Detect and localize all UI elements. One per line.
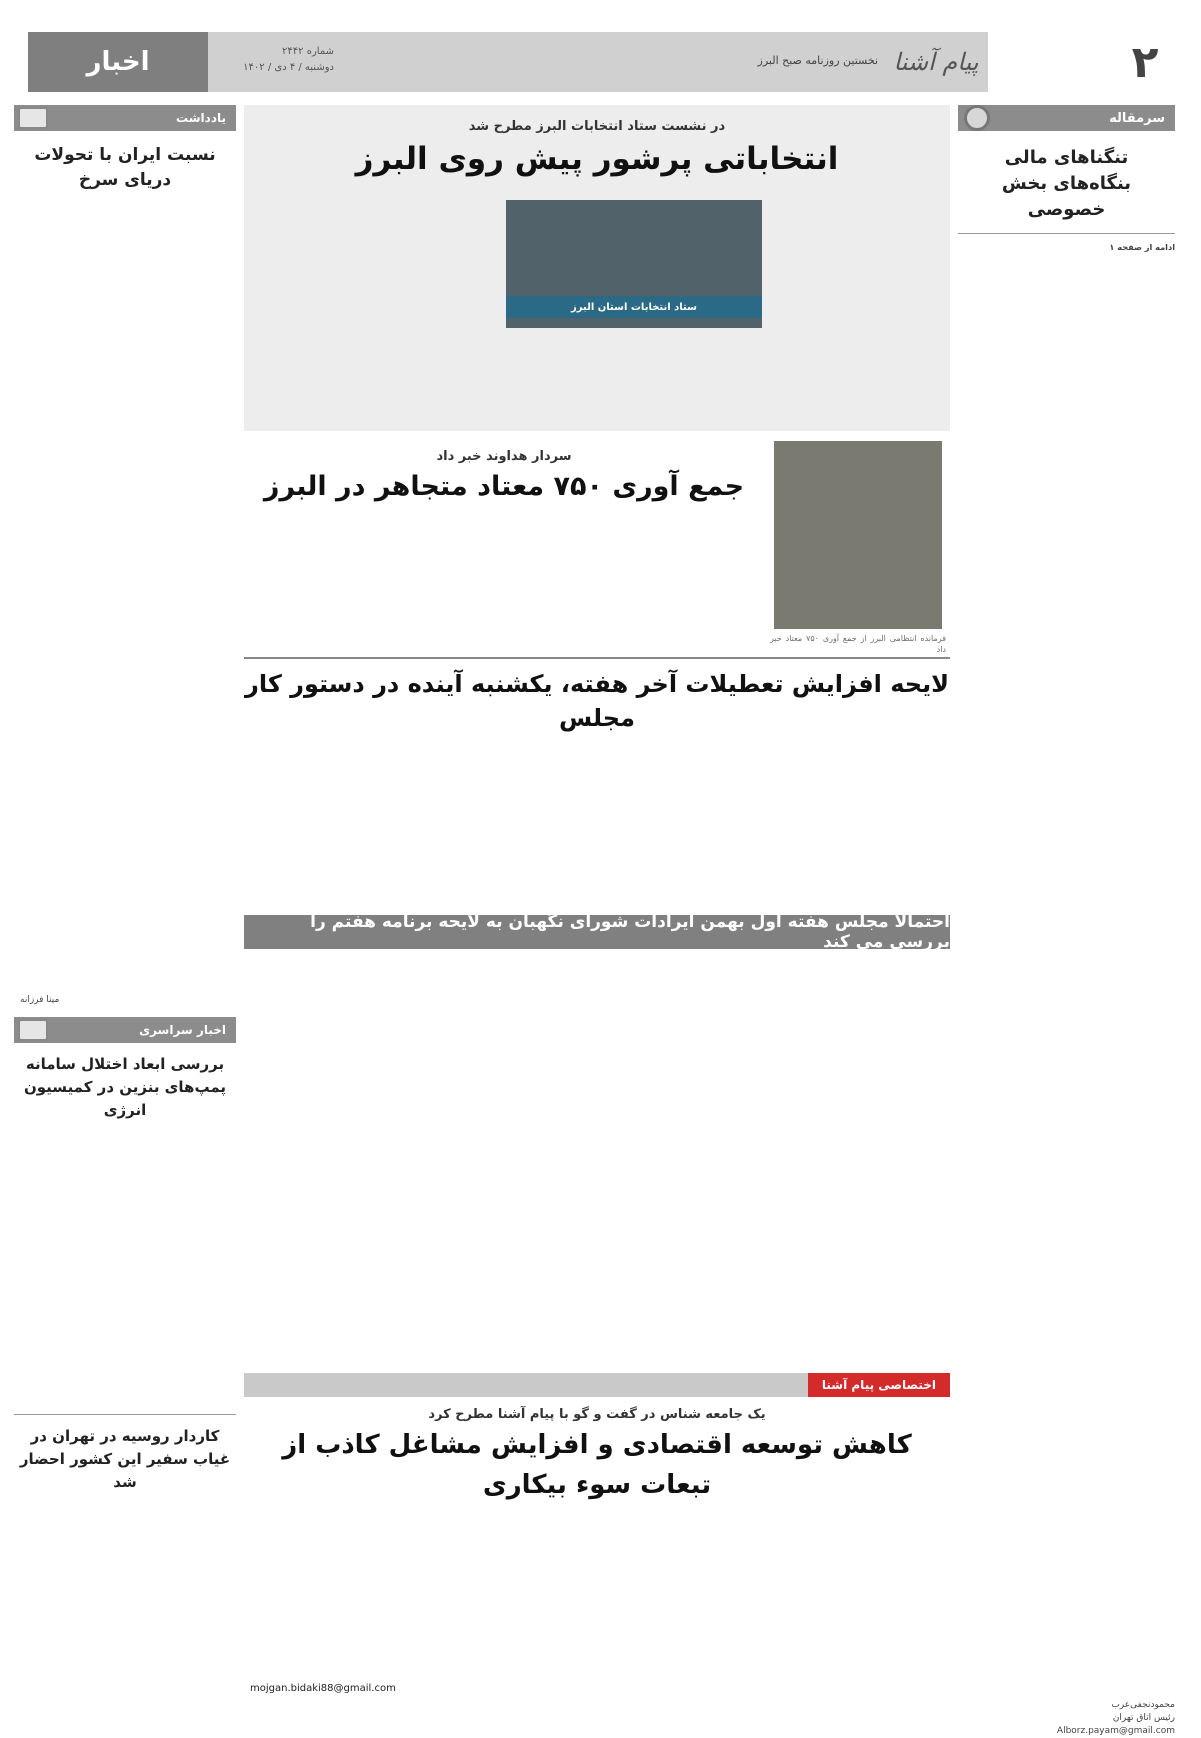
story2-photo <box>774 441 942 629</box>
story2-headline: جمع آوری ۷۵۰ معتاد متجاهر در البرز <box>263 471 745 502</box>
left-column <box>14 105 236 1700</box>
section-title: اخبار <box>28 32 208 92</box>
note-body <box>14 201 236 991</box>
editorial-lead: ادامه از صفحه ۱ <box>1109 242 1175 252</box>
exclusive-band <box>244 1373 950 1397</box>
story2-kicker: سردار هداوند خبر داد <box>436 449 572 464</box>
story5-body <box>248 1477 946 1677</box>
story4-body <box>248 957 946 1367</box>
story2-body <box>250 513 762 645</box>
story1-box <box>244 105 950 431</box>
story4-headline: احتمالا مجلس هفته اول بهمن ایرادات شورای نگهبان به لایحه برنامه هفتم را بررسی می کند <box>244 915 950 949</box>
story1-col2 <box>506 335 762 425</box>
editorial-title: تنگناهای مالی بنگاه‌های بخش خصوصی <box>958 131 1175 234</box>
story1-photo-banner: ستاد انتخابات استان البرز <box>506 296 762 318</box>
masthead <box>28 32 1175 92</box>
brief-item2-body <box>14 1500 236 1710</box>
note-label: یادداشت <box>176 111 226 125</box>
exclusive-tag: اختصاصی پیام آشنا <box>808 1373 950 1397</box>
story5-email[interactable]: mojgan.bidaki88@gmail.com <box>250 1683 396 1694</box>
tagline: نخستین روزنامه صبح البرز <box>757 54 878 67</box>
editorial-body <box>958 261 1175 1691</box>
author-name: محمودنجفی‌عرب <box>1111 1700 1175 1710</box>
issue-number: شماره ۲۴۴۲ <box>282 46 334 57</box>
notepad-icon <box>18 107 48 129</box>
brief-item1-body <box>14 1128 236 1408</box>
note-author: مینا فرزانه <box>20 995 60 1005</box>
note-tab <box>14 105 236 131</box>
issue-info <box>214 44 334 76</box>
editorial-label: سرمقاله <box>1109 110 1165 126</box>
newspaper-logo: پیام آشنا <box>893 48 979 76</box>
story2 <box>244 441 950 654</box>
story1-headline: انتخاباتی پرشور پیش روی البرز <box>355 141 839 177</box>
author-role: رئیس اتاق تهران <box>1112 1713 1175 1723</box>
brief-item2-title: کاردار روسیه در تهران در غیاب سفیر این کشور احضار شد <box>19 1427 231 1491</box>
story3-body <box>248 743 946 939</box>
story2-photo-caption: فرمانده انتظامی البرز از جمع آوری ۷۵۰ معتاد خبر داد <box>770 634 946 654</box>
notepad-icon <box>18 1019 48 1041</box>
editorial-column <box>958 105 1175 1736</box>
eye-icon <box>964 105 990 131</box>
page-number: ۲ <box>1131 36 1159 88</box>
issue-date: دوشنبه / ۴ دی / ۱۴۰۲ <box>243 62 334 73</box>
divider <box>244 657 950 659</box>
editorial-tab <box>958 105 1175 131</box>
brief-label: اخبار سراسری <box>139 1023 226 1037</box>
brief-tab <box>14 1017 236 1043</box>
story1-kicker: در نشست ستاد انتخابات البرز مطرح شد <box>468 119 726 134</box>
editorial-author <box>958 1699 1175 1738</box>
story3-headline: لایحه افزایش تعطیلات آخر هفته، یکشنبه آینده در دستور کار مجلس <box>245 670 949 732</box>
story5-kicker: یک جامعه شناس در گفت و گو با پیام آشنا مطرح کرد <box>428 1407 766 1422</box>
story1-col3 <box>254 200 498 425</box>
story1-photo <box>506 200 762 328</box>
note-title: نسبت ایران با تحولات دریای سرخ <box>34 145 216 190</box>
story1-col1 <box>770 200 940 425</box>
author-email[interactable]: Alborz.payam@gmail.com <box>1056 1726 1175 1736</box>
story5-headline: کاهش توسعه اقتصادی و افزایش مشاغل کاذب از تبعات سوء بیکاری <box>282 1430 912 1500</box>
brief-item1-title: بررسی ابعاد اختلال سامانه پمپ‌های بنزین در کمیسیون انرژی <box>23 1055 227 1119</box>
story3 <box>244 657 950 909</box>
